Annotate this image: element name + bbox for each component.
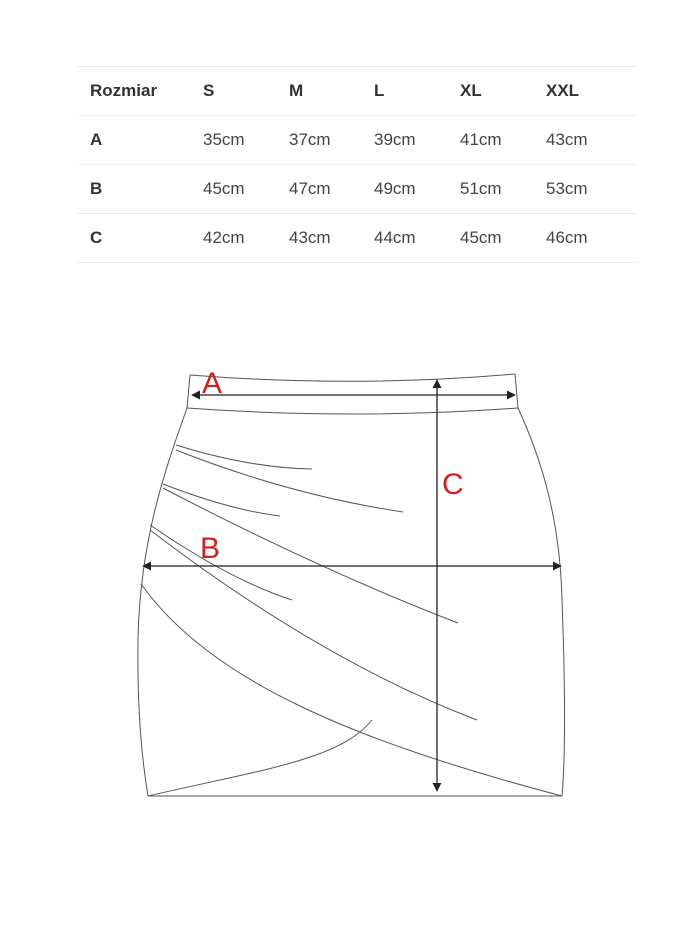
- drape-fold: [150, 525, 292, 600]
- drape-fold: [176, 445, 312, 469]
- label-b: B: [200, 532, 221, 565]
- measurement-arrows: [143, 380, 561, 791]
- row-label-c: C: [78, 214, 203, 263]
- waistband-right-edge: [515, 374, 518, 408]
- header-s: S: [203, 67, 289, 116]
- table-cell: 49cm: [374, 165, 460, 214]
- drape-fold: [163, 484, 280, 516]
- waistband-bottom: [187, 408, 518, 414]
- table-cell: 39cm: [374, 116, 460, 165]
- table-cell: 53cm: [546, 165, 636, 214]
- waistband-top: [190, 374, 515, 381]
- header-m: M: [289, 67, 374, 116]
- table-cell: 35cm: [203, 116, 289, 165]
- table-cell: 51cm: [460, 165, 546, 214]
- table-cell: 43cm: [289, 214, 374, 263]
- table-cell: 41cm: [460, 116, 546, 165]
- header-xl: XL: [460, 67, 546, 116]
- skirt-outline: [138, 374, 565, 796]
- right-side-seam: [518, 408, 565, 796]
- row-label-b: B: [78, 165, 203, 214]
- header-rozmiar: Rozmiar: [78, 67, 203, 116]
- label-c: C: [442, 468, 464, 501]
- drape-fold: [176, 450, 403, 512]
- table-cell: 45cm: [460, 214, 546, 263]
- left-side-seam: [138, 408, 187, 796]
- wrap-overlap-back: [148, 720, 372, 796]
- waistband-left-edge: [187, 375, 190, 408]
- table-cell: 46cm: [546, 214, 636, 263]
- label-a: A: [202, 367, 223, 400]
- table-cell: 43cm: [546, 116, 636, 165]
- header-l: L: [374, 67, 460, 116]
- wrap-overlap-front: [141, 584, 562, 796]
- table-cell: 47cm: [289, 165, 374, 214]
- table-cell: 37cm: [289, 116, 374, 165]
- header-xxl: XXL: [546, 67, 636, 116]
- table-cell: 42cm: [203, 214, 289, 263]
- row-label-a: A: [78, 116, 203, 165]
- table-cell: 44cm: [374, 214, 460, 263]
- table-cell: 45cm: [203, 165, 289, 214]
